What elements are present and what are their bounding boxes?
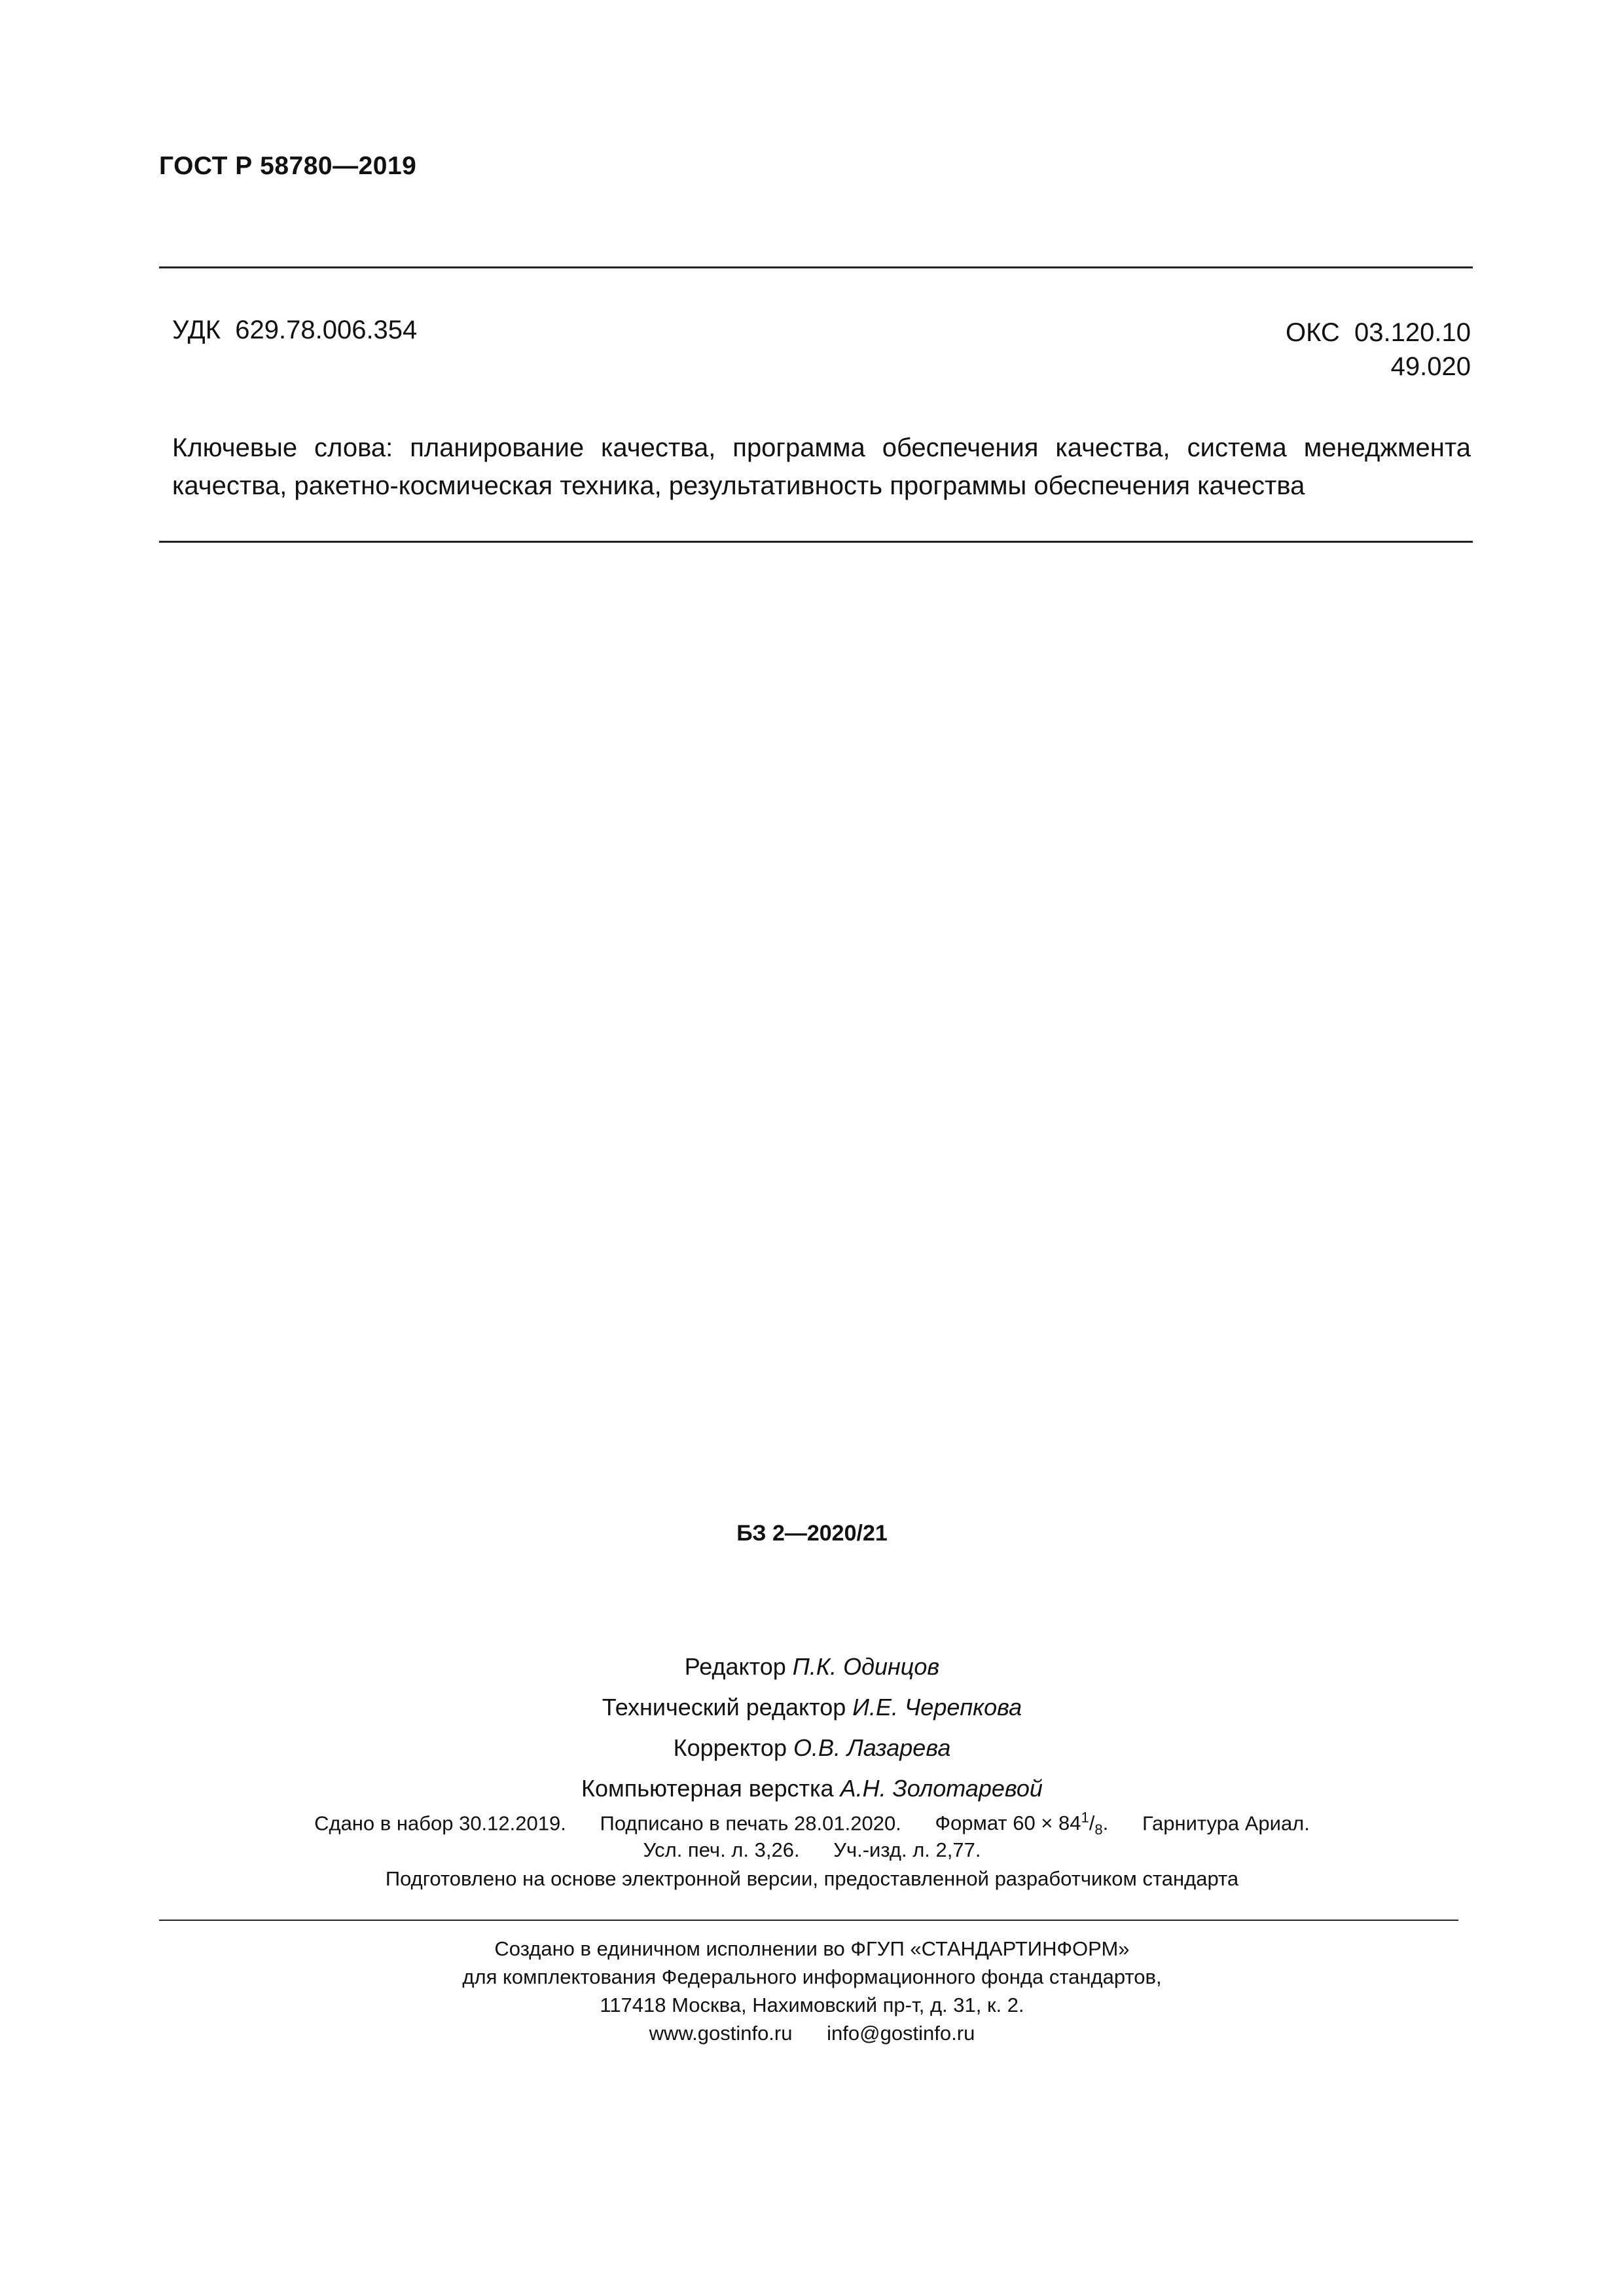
- print-info-line-1: [0, 1810, 1624, 1839]
- document-id: ГОСТ Р 58780—2019: [159, 152, 417, 180]
- credit-tech-editor: Технический редактор И.Е. Черепкова: [602, 1694, 1022, 1721]
- credit-layout: Компьютерная верстка А.Н. Золотаревой: [581, 1775, 1043, 1802]
- print-info-line-2: [0, 1838, 1624, 1862]
- footer-rule: [159, 1920, 1458, 1921]
- bz-number: БЗ 2—2020/21: [736, 1521, 888, 1546]
- email-link[interactable]: info@gostinfo.ru: [827, 2022, 975, 2045]
- prepared-note: Подготовлено на основе электронной версии, предоставленной разработчиком стандарта: [385, 1867, 1239, 1890]
- udk-value: 629.78.006.354: [235, 316, 418, 344]
- keywords-label: Ключевые слова:: [172, 433, 393, 462]
- keywords-rule: [159, 541, 1473, 543]
- keywords: [172, 429, 1471, 505]
- oks-value-2: 49.020: [1390, 352, 1471, 381]
- submitted-date: Сдано в набор 30.12.2019.: [314, 1812, 566, 1835]
- publisher-footer: [0, 1935, 1624, 2047]
- credit-proofreader: Корректор О.В. Лазарева: [673, 1734, 951, 1761]
- website-link[interactable]: www.gostinfo.ru: [649, 2022, 793, 2045]
- oks-value-1: 03.120.10: [1354, 318, 1471, 347]
- footer-line-3: 117418 Москва, Нахимовский пр-т, д. 31, к. 2.: [600, 1994, 1024, 2016]
- credit-editor: Редактор П.К. Одинцов: [684, 1653, 940, 1680]
- usl-sheets: Усл. печ. л. 3,26.: [643, 1838, 800, 1861]
- oks-code: [1286, 316, 1471, 384]
- footer-line-1: Создано в единичном исполнении во ФГУП «СТАНДАРТИНФОРМ»: [494, 1937, 1130, 1960]
- top-rule: [159, 266, 1473, 268]
- credits: [0, 1647, 1624, 1809]
- footer-line-2: для комплектования Федерального информационного фонда стандартов,: [462, 1965, 1162, 1988]
- footer-contacts: [0, 2019, 1624, 2047]
- keywords-text: планирование качества, программа обеспечения качества, система менеджмента качества, ракетно-космическая техника, результативность программы обеспечения качества: [172, 433, 1471, 500]
- udk-label: УДК: [172, 316, 221, 344]
- oks-label: ОКС: [1285, 318, 1340, 347]
- typeface: Гарнитура Ариал.: [1142, 1812, 1310, 1835]
- udk-code: [172, 316, 417, 345]
- signed-date: Подписано в печать 28.01.2020.: [600, 1812, 901, 1835]
- uch-sheets: Уч.-изд. л. 2,77.: [833, 1838, 981, 1861]
- print-format: Формат $60 \times 84^1/_8$.: [935, 1810, 1109, 1838]
